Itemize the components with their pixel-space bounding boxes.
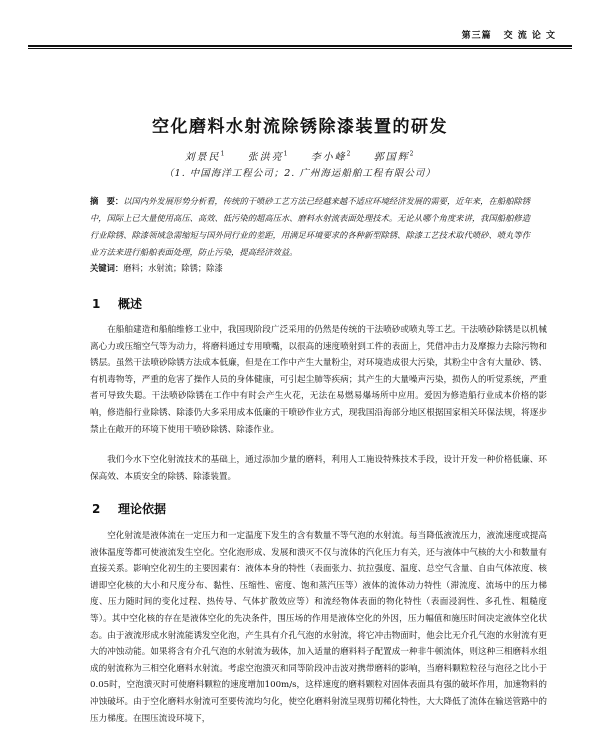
section-label: 交 流 论 文: [503, 31, 556, 41]
running-head: [462, 28, 556, 41]
paper-title: 空化磨料水射流除锈除漆装置的研发: [152, 117, 448, 137]
abstract-label: 摘 要：: [90, 196, 124, 206]
author-list: [0, 148, 600, 163]
section-2-paragraph-1: 空化射流是液体流在一定压力和一定温度下发生的含有数量不等气泡的水射流。每当降低液流压力，液流速度或提高液体温度等都可使液流发生空化。空化泡形成、发展和溃灭不仅与流体的汽化压力有关，还与液体中气核的大小和数量有直接关系。影响空化初生的主要因素有：液体本身的特性（表面张力、抗拉强度、温度、总空气含量、自由气体浓度、核谱即空化核的大小和尺度分布、黏性、压缩性、密度、饱和蒸汽压等）液体的流体动力特性（滞流度、流场中的压力梯度、压力随时间的变化过程、热传导、气体扩散效应等）和流经物体表面的物化特性（表面浸润性、多孔性、粗糙度等）。其中空化核的存在是液体空化的先决条件，围压场的作用是液体空化的外因，压力幅值和施压时间决定液体空化状态。由于液流形成水射流能诱发空化泡，产生具有介孔气泡的水射流，将它冲击物面时，他会比无介孔气泡的水射流有更大的冲蚀动能。如果将含有介孔气泡的水射流为载体，加入适量的磨料料子配置成一种非牛顿流体，则这种三相磨料水组成的射流称为三相空化磨料水射流。考虑空泡溃灭和同等阶段冲击波对携带磨料的影响，当磨料颗粒粒径与泡径之比小于0.05时，空泡溃灭时可使磨料颗粒的速度增加100m/s，这样速度的磨料颗粒对固体表面具有强的破坏作用，加速物料的冲蚀破坏。由于空化磨料水射流可至要传流均匀化，使空化磨料射流呈现剪切稀化特性，大大降低了流体在输送管路中的压力梯度。在围压流设环境下，: [90, 531, 547, 724]
affiliations: （1. 中国海洋工程公司；2. 广州海运船舶工程有限公司）: [164, 168, 436, 179]
section-1-paragraph-2: 我们今水下空化射流技术的基础上，通过添加少量的磨料，利用人工施设特殊技术手段，设计开发一种价格低廉、环保高效、本质安全的除锈、除漆装置。: [90, 455, 547, 482]
author: 郭国辉$^2$: [373, 150, 416, 163]
header-rule: [28, 45, 572, 47]
section-1-paragraph-1: 在船舶建造和船舶维修工业中，我国现阶段广泛采用的仍然是传统的干法喷砂或喷丸等工艺。干法喷砂除锈是以机械离心力或压缩空气等为动力，将磨料通过专用喷嘴，以很高的速度喷射到工件的表面上，凭借冲击力及摩擦力去除污物和锈层。虽然干法喷砂除锈方法成本低廉，但是在工作中产生大量粉尘，对环境造成很大污染，其粉尘中含有大量砂、锈、有机毒物等，严重的危害了操作人员的身体健康，可引起尘肺等疾病；其产生的大量噪声污染，损伤人的听觉系统，严重者可导致失聪。干法喷砂除锈在工作中有时会产生火花，无法在易燃易爆场所中应用。爱因为修造船行业成本价格的影响，修造船行业除锈、除漆仍大多采用成本低廉的干喷砂作业方式，现我国沿海部分地区根据国家相关环保法规，将逐步禁止在敞开的环境下使用干喷砂除锈、除漆作业。: [90, 325, 547, 435]
author: 张洪亮$^1$: [247, 150, 290, 163]
header-rule-thin: [28, 48, 572, 49]
issue-label: 第三篇: [461, 31, 492, 41]
keywords-text: 磨料；水射流；除锈；除漆: [123, 263, 223, 273]
keywords: [90, 260, 530, 277]
abstract-text: 以国内外发展形势分析看，传统的干喷砂工艺方法已经越来越不适应环境经济发展的需要，近年来，在船舶除锈中，国际上已大量使用高压、高效、低污染的超高压水、磨料水射流表面处理技术。无论从哪个角度来讲，我国船舶修造行业除锈、除漆领域急需缩短与国外同行业的差距，用满足环境要求的各种新型除锈、除漆工艺技术取代喷砂、喷丸等作业方法来进行船舶表面处理，防止污染，提高经济效益。: [90, 196, 530, 257]
section-heading-2: 2 理论依据: [92, 502, 167, 516]
author: 李小峰$^2$: [310, 150, 353, 163]
section-heading-1: 1 概述: [92, 297, 143, 311]
author: 刘景民$^1$: [184, 150, 227, 163]
keywords-label: 关键词：: [90, 263, 124, 273]
abstract: [90, 193, 530, 261]
